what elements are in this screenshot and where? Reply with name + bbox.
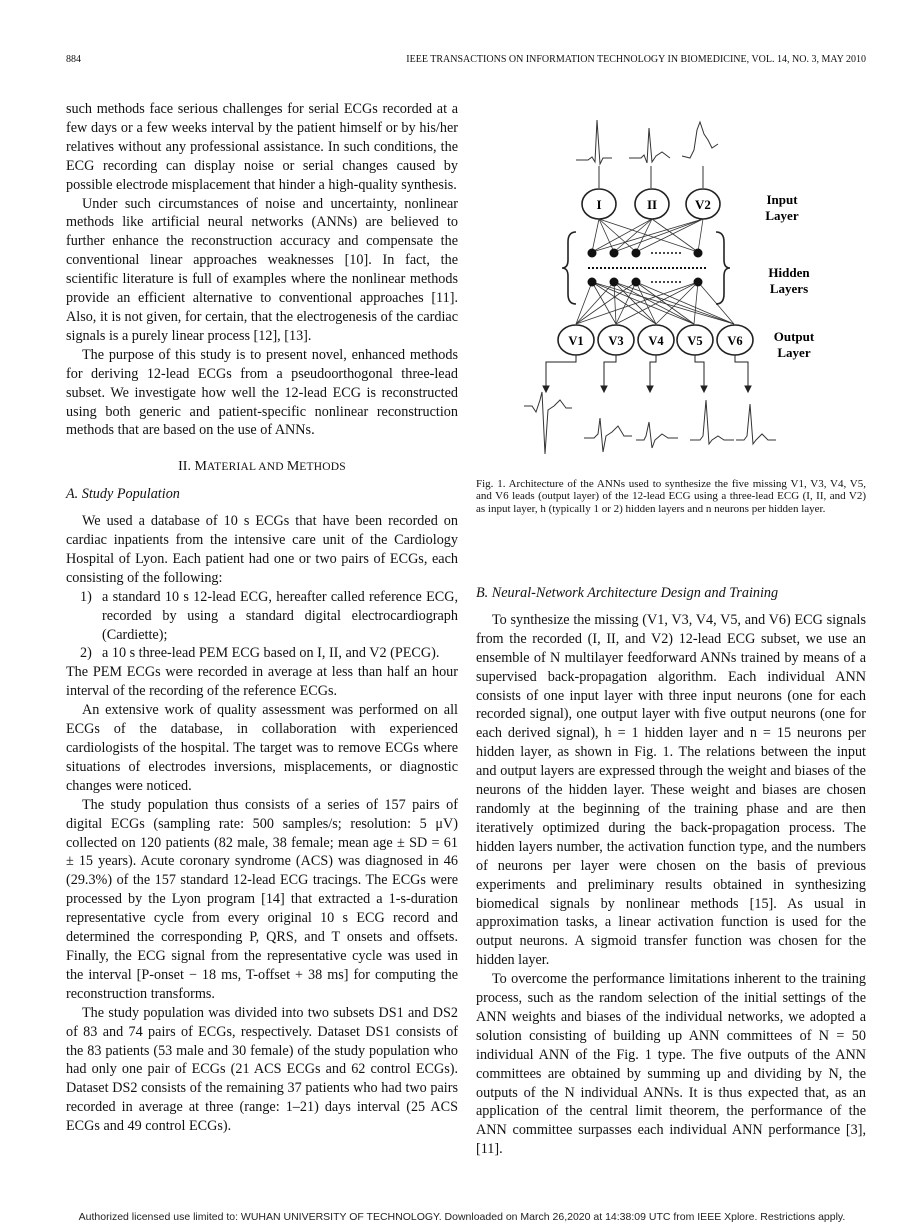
output-node-label: V3 xyxy=(608,334,624,348)
label-output: Output xyxy=(773,329,815,344)
enumerated-list xyxy=(66,588,458,664)
paragraph: To synthesize the missing (V1, V3, V4, V5, and V6) ECG signals from the recorded (I, II, and V2) 12-lead ECG subset, we use an ensemble of N multilayer feedforward ANNs trained by means of a supervised back-propagation algorithm. Each individual ANN consists of one input layer with three input neurons (one for each recorded signal), one output layer with five output neurons (one for each derived signal), h = 1 hidden layer and n = 15 neurons per hidden layer, as shown in Fig. 1. The relations between the input and output layers are expressed through the weight and biases of the neurons of the hidden layer. These weight and biases are chosen randomly at the beginning of the training phase and are then iteratively optimized during the back-propagation process. The hidden layers number, the activation function type, and the numbers of neurons per layer were chosen on the basis of previous experiments and preliminary results obtained in synthesizing biomedical signals by nonlinear methods [15]. As usual in approximation tasks, a linear activation function is used for the output neurons. A sigmoid transfer function was chosen for the hidden layer. xyxy=(476,611,866,969)
figure-caption: Fig. 1. Architecture of the ANNs used to synthesize the five missing V1, V3, V4, V5, and V6 leads (output layer) of the 12-lead ECG using a three-lead ECG (I, II, and V2) as input layer, h (typically 1 or 2) hidden layers and n neurons per hidden layer. xyxy=(476,478,866,515)
paragraph: such methods face serious challenges for serial ECGs recorded at a few days or a few weeks interval by the patient himself or by his/her relatives without any professional assistance. In such conditions, the ECG recording can display noise or serial changes caused by possible electrode misplacement that hinder a high-quality synthesis. xyxy=(66,101,458,193)
output-node-label: V6 xyxy=(727,334,743,348)
label-input: Layer xyxy=(765,208,799,223)
figure-ann-architecture xyxy=(476,100,866,470)
paragraph: To overcome the performance limitations inherent to the training process, such as the random selection of the initial settings of the ANN weights and biases of the individual networks, we adopted a solution consisting of building up ANN committees of N = 50 individual ANN of the Fig. 1 type. The five outputs of the ANN committees are obtained by summing up and dividing by N, the outputs of the N individual ANNs. It is thus expected that, as an application of the central limit theorem, the performance of the ANN committee surpasses each individual ANN performance [3], [11]. xyxy=(476,971,866,1158)
left-column xyxy=(66,100,458,1136)
connections xyxy=(576,219,734,324)
input-ecg-traces xyxy=(576,120,718,164)
input-node-label: I xyxy=(596,197,602,212)
running-header: IEEE TRANSACTIONS ON INFORMATION TECHNOLOGY IN BIOMEDICINE, VOL. 14, NO. 3, MAY 2010 xyxy=(406,54,866,65)
right-brace xyxy=(716,232,730,304)
paragraph: The purpose of this study is to present novel, enhanced methods for deriving 12-lead ECGs from a pseudoorthogonal three-lead subset. We investigate how well the 12-lead ECG is reconstructed using both generic and patient-specific nonlinear reconstruction methods that are based on the use of ANNs. xyxy=(66,346,458,439)
right-column xyxy=(476,578,866,1159)
paragraph: The study population was divided into two subsets DS1 and DS2 of 83 and 74 pairs of ECGs, respectively. Dataset DS1 consists of the 83 patients (53 male and 30 female) of the study population who had only one pair of ECGs (21 ACS ECGs and 62 control ECGs). Dataset DS2 consists of the remaining 37 patients who had two pairs recorded in average at three (range: 1–21) days interval (25 ACS ECGs and 49 control ECGs). xyxy=(66,1004,458,1135)
list-item: 2) a 10 s three-lead PEM ECG based on I, II, and V2 (PECG). xyxy=(80,645,440,662)
paragraph: Under such circumstances of noise and uncertainty, nonlinear methods like artificial neural networks (ANNs) are believed to further enhance the reconstruction accuracy and compensate the conventional linear approaches weaknesses [10]. In fact, the scientific literature is full of examples where the nonlinear methods provide an efficient alternative to conventional approaches [11]. Also, it is not given, for certain, that the electrogenesis of the cardiac signals is a purely linear process [12], [13]. xyxy=(66,195,458,344)
label-hidden: Hidden xyxy=(768,265,810,280)
output-ecg-traces xyxy=(524,392,776,454)
output-node-label: V1 xyxy=(568,334,584,348)
label-hidden: Layers xyxy=(769,281,809,296)
paragraph: The study population thus consists of a series of 157 pairs of digital ECGs (sampling rate: 500 samples/s; resolution: 5 μV) collected on 120 patients (82 male, 38 female; mean age ± SD = 61 ± 15 years). Acute coronary syndrome (ACS) was diagnosed in 46 (29.3%) of the 157 standard 12-lead ECG tracings. The ECGs were processed by the Lyon program [14] that extracted a 1-s-duration representative cycle from every original 10 s ECG record and determined the corresponding P, QRS, and T onsets and offsets. Finally, the ECG signal from the representative cycle was used in the interval [P-onset − 18 ms, T-offset + 38 ms] for computing the reconstruction transforms. xyxy=(66,796,458,1002)
input-node-label: II xyxy=(646,197,658,212)
label-input: Input xyxy=(766,192,798,207)
input-node-label: V2 xyxy=(695,197,711,212)
output-arrows xyxy=(543,355,751,392)
ann-diagram xyxy=(476,100,866,470)
list-item: 1) a standard 10 s 12-lead ECG, hereafter called reference ECG, recorded by using a standard digital electrocardiograph (Cardiette); xyxy=(80,588,458,643)
label-output: Layer xyxy=(777,345,811,360)
page-number: 884 xyxy=(66,54,81,65)
subsection-heading: A. Study Population xyxy=(66,486,180,503)
paragraph: We used a database of 10 s ECGs that have been recorded on cardiac inpatients from the intensive care unit of the Cardiology Hospital of Lyon. Each patient had one or two pairs of ECGs, each consisting of the following: xyxy=(66,513,458,586)
download-footer: Authorized licensed use limited to: WUHAN UNIVERSITY OF TECHNOLOGY. Downloaded on March 26,2020 at 14:38:09 UTC from IEEE Xplore. Restrictions apply. xyxy=(78,1211,846,1223)
output-node-label: V4 xyxy=(648,334,664,348)
paragraph: An extensive work of quality assessment was performed on all ECGs of the database, in collaboration with experienced cardiologists of the hospital. The target was to remove ECGs where situations of electrodes inversions, misplacements, or diagnostic changes were noticed. xyxy=(66,702,458,794)
left-brace xyxy=(562,232,576,304)
section-heading: II. MATERIAL AND METHODS xyxy=(178,459,346,475)
paragraph: The PEM ECGs were recorded in average at less than half an hour interval of the recording of the reference ECGs. xyxy=(66,664,458,700)
output-node-label: V5 xyxy=(687,334,703,348)
subsection-heading: B. Neural-Network Architecture Design and Training xyxy=(476,585,779,601)
